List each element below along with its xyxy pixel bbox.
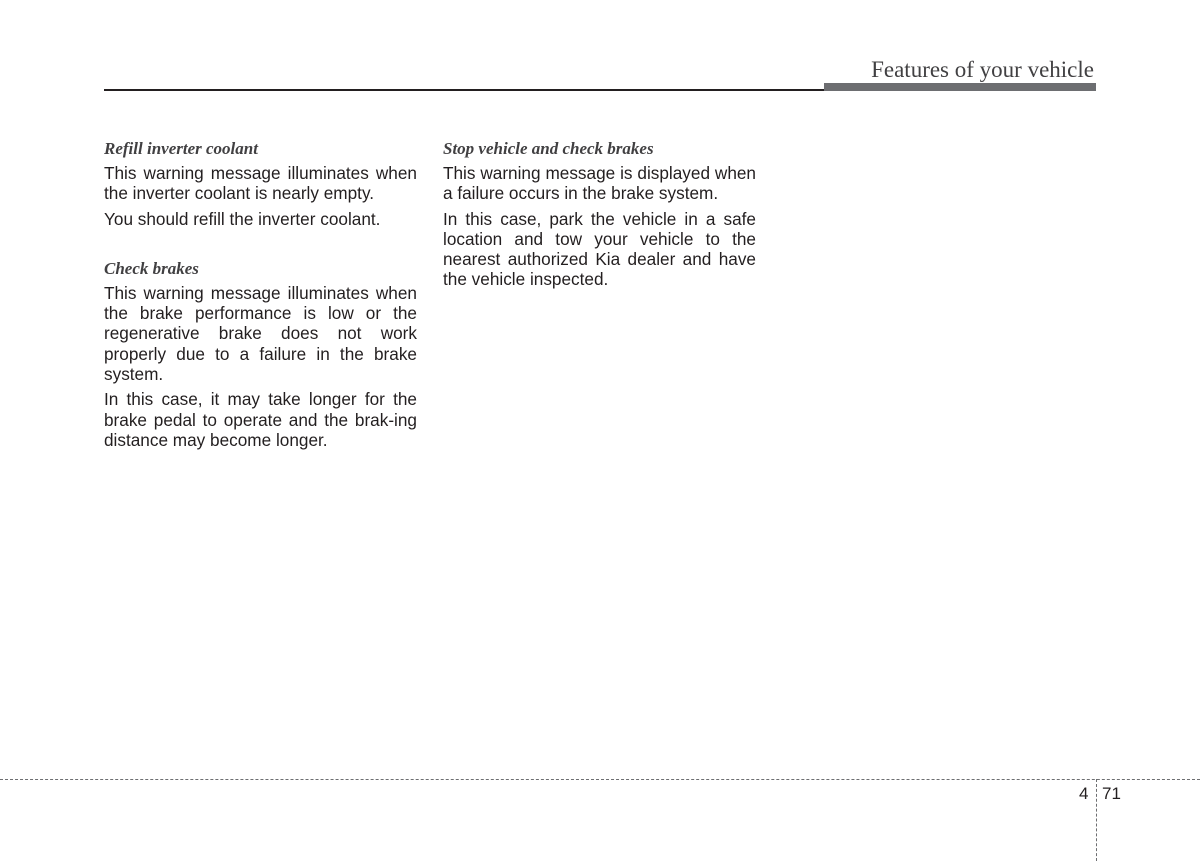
header-accent-bar: [824, 83, 1096, 91]
section-spacer: [104, 234, 417, 258]
footer-page-divider: [1096, 779, 1097, 861]
paragraph: This warning message is displayed when a failure occurs in the brake system.: [443, 163, 756, 204]
left-column: [104, 138, 417, 455]
footer-dashed-rule: [0, 779, 1200, 780]
paragraph: This warning message illuminates when the brake performance is low or the regenerative brake does not work properly due to a failure in the brake system.: [104, 282, 417, 385]
page-header-title: Features of your vehicle: [871, 57, 1094, 82]
page-number: 71: [1102, 784, 1121, 803]
paragraph: In this case, park the vehicle in a safe location and tow your vehicle to the nearest authorized Kia dealer and have the vehicle inspected.: [443, 208, 756, 290]
paragraph: You should refill the inverter coolant.: [104, 208, 381, 229]
section-heading-check-brakes: Check brakes: [104, 258, 199, 278]
header-rule: [104, 89, 824, 91]
right-column: [443, 138, 756, 295]
chapter-number: 4: [1079, 784, 1089, 803]
section-heading-refill-inverter-coolant: Refill inverter coolant: [104, 139, 258, 158]
paragraph: This warning message illuminates when the inverter coolant is nearly empty.: [104, 163, 417, 204]
section-heading-stop-vehicle-check-brakes: Stop vehicle and check brakes: [443, 139, 654, 158]
paragraph: In this case, it may take longer for the brake pedal to operate and the brak-ing distance may become longer.: [104, 389, 417, 450]
